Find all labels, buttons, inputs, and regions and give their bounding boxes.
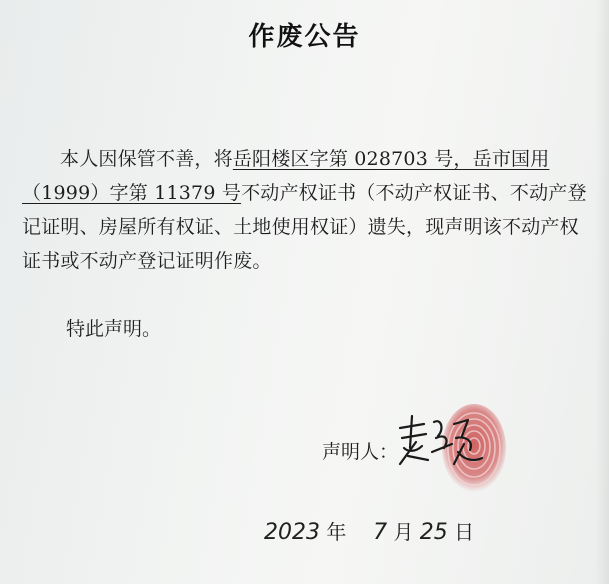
certificate-numbers: 岳阳楼区字第 028703 号，岳市国用（1999）字第 11379 号 — [22, 148, 550, 204]
date-year: 2023 — [264, 520, 320, 545]
date-year-unit: 年 — [326, 520, 347, 544]
closing-statement: 特此声明。 — [66, 318, 162, 340]
paragraph-intro: 本人因保管不善，将 — [60, 148, 233, 170]
page-title: 作废公告 — [248, 22, 361, 52]
declaration-date — [264, 516, 474, 545]
notice-paragraph — [22, 142, 588, 278]
date-month-unit: 月 — [393, 520, 414, 544]
handwritten-signature — [394, 408, 484, 470]
date-day-unit: 日 — [454, 520, 475, 544]
paper-edge-shadow — [595, 0, 609, 584]
date-month: 7 — [373, 520, 388, 545]
declarant-label: 声明人： — [322, 441, 399, 463]
notice-body — [22, 142, 588, 278]
date-day: 25 — [419, 520, 448, 545]
paragraph-rest: 不动产权证书（不动产权证书、不动产登记证明、房屋所有权证、土地使用权证）遗失，现声明该不动产权证书或不动产登记证明作废。 — [22, 182, 587, 272]
